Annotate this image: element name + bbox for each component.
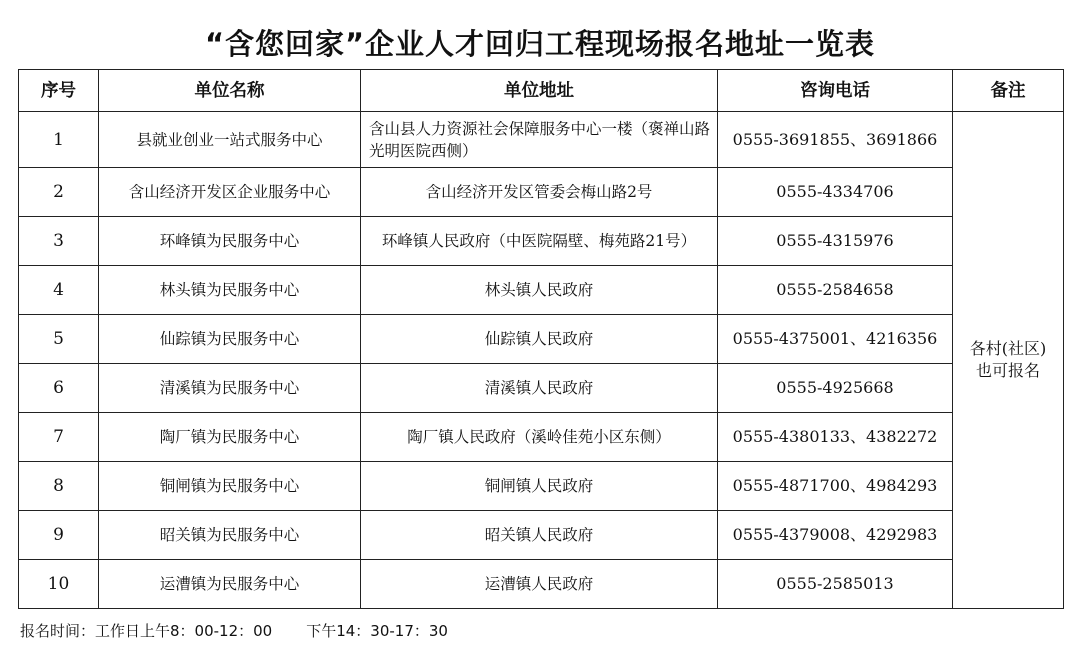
cell-serial-number: 2 (19, 168, 99, 217)
cell-phone: 0555-4315976 (718, 217, 953, 266)
cell-serial-number: 8 (19, 462, 99, 511)
cell-serial-number: 5 (19, 315, 99, 364)
cell-serial-number: 10 (19, 560, 99, 609)
cell-unit-address: 含山县人力资源社会保障服务中心一楼（褒禅山路光明医院西侧） (361, 112, 718, 168)
table-row (19, 112, 1064, 168)
remark-line-1: 各村(社区) (969, 339, 1047, 358)
cell-unit-address: 仙踪镇人民政府 (361, 315, 718, 364)
cell-phone: 0555-4380133、4382272 (718, 413, 953, 462)
header-unit-address: 单位地址 (361, 70, 718, 112)
header-unit-name: 单位名称 (99, 70, 361, 112)
cell-unit-address: 陶厂镇人民政府（溪岭佳苑小区东侧） (361, 413, 718, 462)
cell-unit-address: 运漕镇人民政府 (361, 560, 718, 609)
cell-phone: 0555-4925668 (718, 364, 953, 413)
cell-unit-name: 清溪镇为民服务中心 (99, 364, 361, 413)
cell-phone: 0555-3691855、3691866 (718, 112, 953, 168)
remark-line-2: 也可报名 (975, 361, 1040, 380)
table-row (19, 217, 1064, 266)
cell-unit-name: 仙踪镇为民服务中心 (99, 315, 361, 364)
cell-serial-number: 3 (19, 217, 99, 266)
cell-phone: 0555-2585013 (718, 560, 953, 609)
cell-phone: 0555-4334706 (718, 168, 953, 217)
cell-unit-address: 铜闸镇人民政府 (361, 462, 718, 511)
cell-unit-name: 环峰镇为民服务中心 (99, 217, 361, 266)
cell-unit-name: 县就业创业一站式服务中心 (99, 112, 361, 168)
cell-phone: 0555-2584658 (718, 266, 953, 315)
cell-remarks (953, 112, 1064, 609)
cell-unit-name: 含山经济开发区企业服务中心 (99, 168, 361, 217)
table-header-row (19, 70, 1064, 112)
cell-serial-number: 6 (19, 364, 99, 413)
header-phone: 咨询电话 (718, 70, 953, 112)
cell-unit-name: 运漕镇为民服务中心 (99, 560, 361, 609)
cell-phone: 0555-4375001、4216356 (718, 315, 953, 364)
cell-serial-number: 7 (19, 413, 99, 462)
cell-unit-name: 铜闸镇为民服务中心 (99, 462, 361, 511)
cell-serial-number: 4 (19, 266, 99, 315)
hours-afternoon: 下午14：30-17：30 (306, 622, 448, 640)
registration-address-table (18, 69, 1064, 609)
cell-unit-address: 环峰镇人民政府（中医院隔壁、梅苑路21号） (361, 217, 718, 266)
cell-phone: 0555-4379008、4292983 (718, 511, 953, 560)
cell-unit-name: 昭关镇为民服务中心 (99, 511, 361, 560)
table-row (19, 364, 1064, 413)
cell-unit-address: 林头镇人民政府 (361, 266, 718, 315)
table-row (19, 413, 1064, 462)
cell-unit-name: 林头镇为民服务中心 (99, 266, 361, 315)
table-row (19, 168, 1064, 217)
registration-hours (20, 620, 448, 641)
table-row (19, 560, 1064, 609)
table-row (19, 315, 1064, 364)
page-title: “含您回家”企业人才回归工程现场报名地址一览表 (204, 27, 876, 61)
cell-unit-address: 昭关镇人民政府 (361, 511, 718, 560)
cell-unit-name: 陶厂镇为民服务中心 (99, 413, 361, 462)
cell-serial-number: 1 (19, 112, 99, 168)
table-row (19, 266, 1064, 315)
hours-morning: 报名时间：工作日上午8：00-12：00 (20, 622, 273, 640)
cell-unit-address: 含山经济开发区管委会梅山路2号 (361, 168, 718, 217)
table-row (19, 511, 1064, 560)
cell-unit-address: 清溪镇人民政府 (361, 364, 718, 413)
table-row (19, 462, 1064, 511)
cell-serial-number: 9 (19, 511, 99, 560)
cell-phone: 0555-4871700、4984293 (718, 462, 953, 511)
header-serial-number: 序号 (19, 70, 99, 112)
header-remarks: 备注 (953, 70, 1064, 112)
